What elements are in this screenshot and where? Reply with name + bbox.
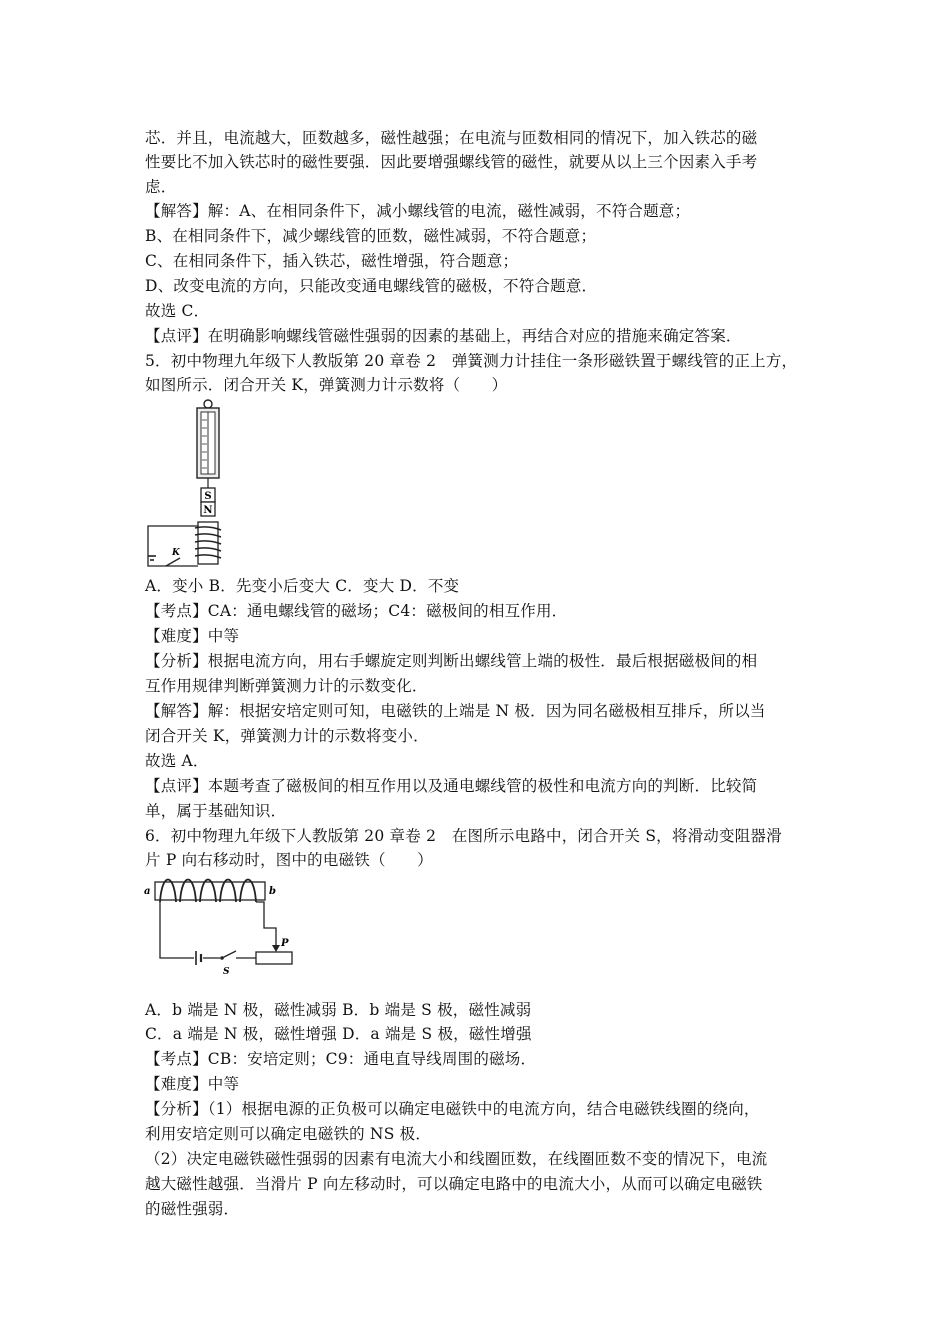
text-line: 【点评】本题考查了磁极间的相互作用以及通电螺线管的极性和电流方向的判断．比较简 (145, 777, 758, 795)
slider-p-label: P (281, 938, 289, 949)
text-line: 【分析】（1）根据电源的正负极可以确定电磁铁中的电流方向，结合电磁铁线圈的绕向， (145, 1100, 760, 1118)
text-line: 【难度】中等 (145, 1075, 240, 1093)
figure-electromagnet-circuit (140, 872, 300, 978)
answer-options: A．b 端是 N 极，磁性减弱 B．b 端是 S 极，磁性减弱 (145, 1001, 532, 1019)
text-line: 性要比不加入铁芯时的磁性要强．因此要增强螺线管的磁性，就要从以上三个因素入手考 (145, 153, 758, 171)
text-line: 虑． (145, 178, 177, 196)
answer-options: A．变小 B．先变小后变大 C．变大 D．不变 (145, 577, 460, 595)
figure-spring-scale-solenoid (140, 398, 240, 570)
text-line: C、在相同条件下，插入铁芯，磁性增强，符合题意； (145, 252, 519, 270)
text-line: 利用安培定则可以确定电磁铁的 NS 极． (145, 1125, 432, 1143)
text-line: 的磁性强弱． (145, 1200, 240, 1218)
text-line: 越大磁性越强．当滑片 P 向左移动时，可以确定电路中的电流大小，从而可以确定电磁铁 (145, 1175, 763, 1193)
question-6-line: 6．初中物理九年级下人教版第 20 章卷 2 在图所示电路中，闭合开关 S，将滑动变阻器滑 (145, 827, 782, 845)
text-line: 【考点】CA：通电螺线管的磁场；C4：磁极间的相互作用． (145, 602, 568, 620)
question-5-line: 5．初中物理九年级下人教版第 20 章卷 2 弹簧测力计挂住一条形磁铁置于螺线管的正上方， (145, 352, 798, 370)
switch-s-label: S (223, 967, 230, 977)
magnet-n-label: N (203, 505, 213, 516)
question-5-line: 如图所示．闭合开关 K，弹簧测力计示数将（ ） (145, 376, 508, 394)
text-line: 【分析】根据电流方向，用右手螺旋定则判断出螺线管上端的极性．最后根据磁极间的相 (145, 652, 758, 670)
text-line: B、在相同条件下，减少螺线管的匝数，磁性减弱，不符合题意； (145, 227, 597, 245)
text-line: 闭合开关 K，弹簧测力计的示数将变小． (145, 727, 429, 745)
text-line: 【解答】解：根据安培定则可知，电磁铁的上端是 N 极．因为同名磁极相互排斥，所以当 (145, 702, 766, 720)
text-line: 【解答】解：A、在相同条件下，减小螺线管的电流，磁性减弱，不符合题意； (145, 202, 691, 220)
answer-options: C．a 端是 N 极，磁性增强 D．a 端是 S 极，磁性增强 (145, 1025, 532, 1043)
question-6-line: 片 P 向右移动时，图中的电磁铁（ ） (145, 851, 433, 869)
end-b-label: b (269, 886, 276, 897)
text-line: 【考点】CB：安培定则；C9：通电直导线周围的磁场． (145, 1050, 537, 1068)
text-line: 故选 A． (145, 752, 209, 770)
text-line: 故选 C． (145, 302, 210, 320)
text-line: 互作用规律判断弹簧测力计的示数变化． (145, 677, 428, 695)
end-a-label: a (144, 886, 151, 897)
text-line: 【点评】在明确影响螺线管磁性强弱的因素的基础上，再结合对应的措施来确定答案． (145, 327, 742, 345)
text-line: （2）决定电磁铁磁性强弱的因素有电流大小和线圈匝数，在线圈匝数不变的情况下，电流 (145, 1150, 768, 1168)
text-line: 【难度】中等 (145, 627, 240, 645)
text-line: 单，属于基础知识． (145, 802, 287, 820)
text-line: D、改变电流的方向，只能改变通电螺线管的磁极，不符合题意． (145, 277, 598, 295)
switch-k-label: K (172, 548, 180, 558)
magnet-s-label: S (204, 491, 212, 502)
text-line: 芯．并且，电流越大，匝数越多，磁性越强；在电流与匝数相同的情况下，加入铁芯的磁 (145, 129, 758, 147)
